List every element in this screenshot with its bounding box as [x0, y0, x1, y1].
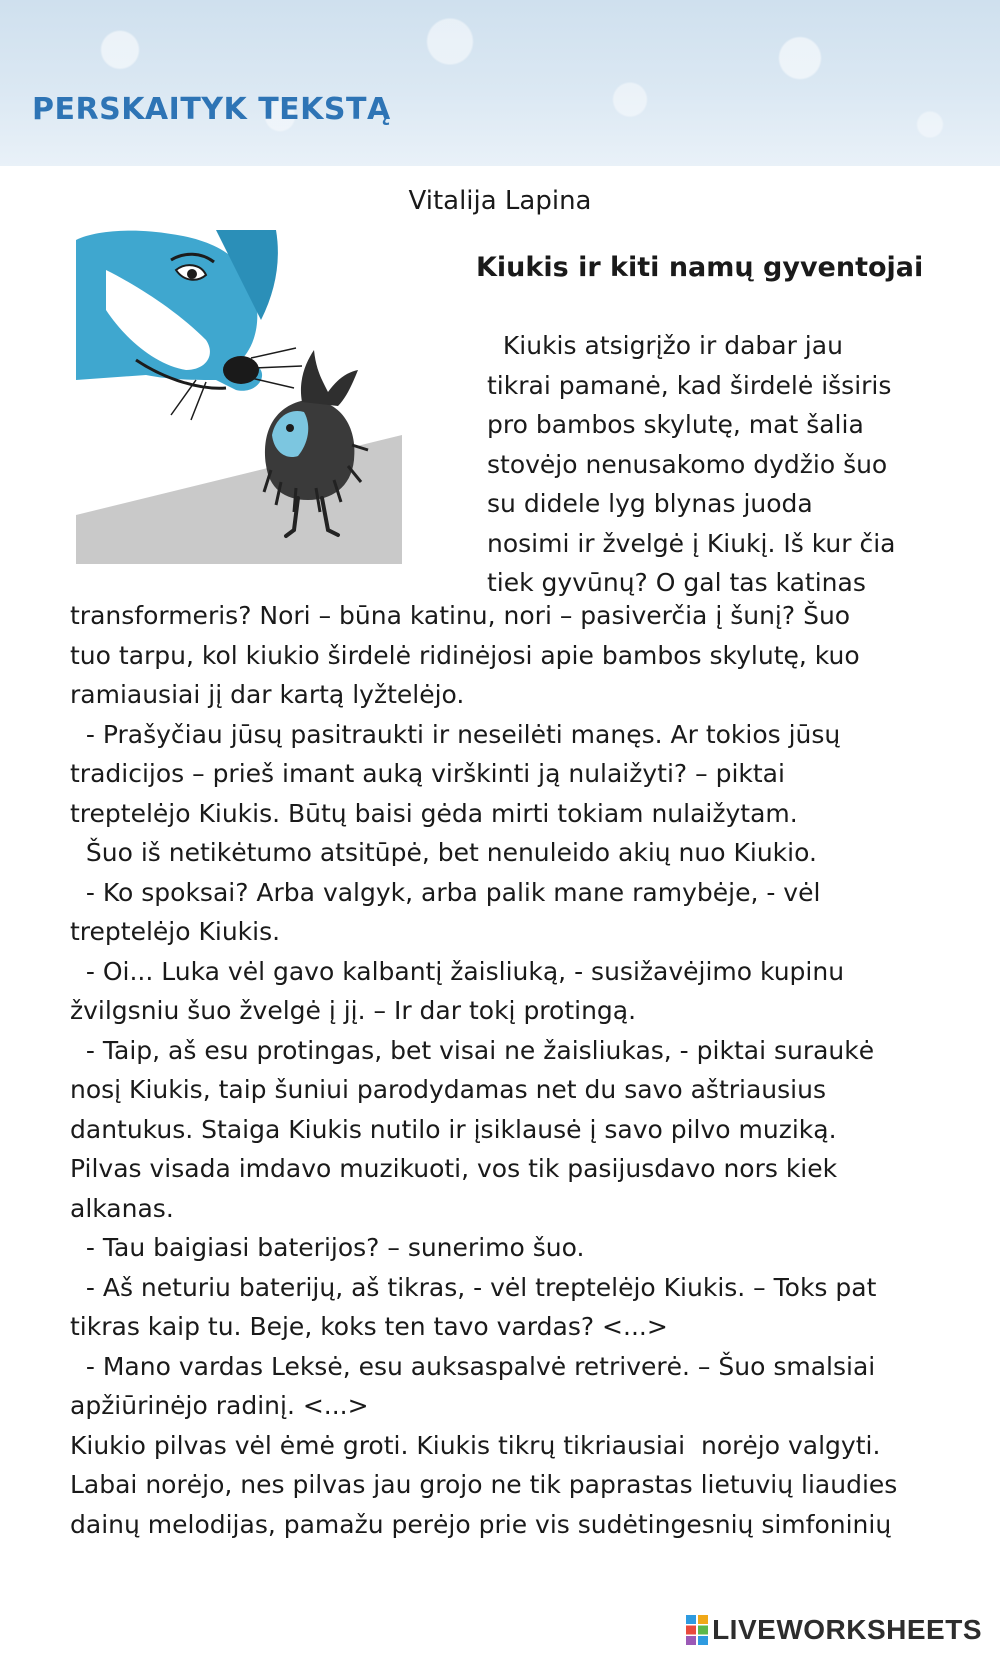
- liveworksheets-logo: [686, 1614, 982, 1646]
- text-line: pro bambos skylutę, mat šalia: [487, 410, 864, 439]
- story-title: Kiukis ir kiti namų gyventojai: [476, 252, 924, 283]
- text-line: Kiukio pilvas vėl ėmė groti. Kiukis tikrų tikriausiai norėjo valgyti.: [70, 1430, 881, 1460]
- text-line: treptelėjo Kiukis. Būtų baisi gėda mirti tokiam nulaižytam.: [70, 798, 798, 828]
- author-name: Vitalija Lapina: [408, 186, 592, 216]
- text-line: žvilgsniu šuo žvelgė į jį. – Ir dar tokį protingą.: [70, 996, 637, 1025]
- text-line: - Tau baigiasi baterijos? – sunerimo šuo.: [70, 1233, 585, 1262]
- story-body-text: [70, 596, 970, 1544]
- text-line: - Ko spoksai? Arba valgyk, arba palik mane ramybėje, - vėl: [70, 877, 821, 907]
- text-line: apžiūrinėjo radinį. <...>: [70, 1391, 369, 1420]
- text-line: Šuo iš netikėtumo atsitūpė, bet nenuleido akių nuo Kiukio.: [70, 838, 817, 867]
- text-line: Kiukis atsigrįžo ir dabar jau: [487, 331, 843, 360]
- text-line: nosį Kiukis, taip šuniui parodydamas net du savo aštriausius: [70, 1075, 826, 1104]
- dog-pupil: [187, 269, 197, 279]
- dog-nose: [223, 356, 259, 384]
- text-line: - Aš neturiu baterijų, aš tikras, - vėl treptelėjo Kiukis. – Toks pat: [70, 1272, 877, 1302]
- intro-text-block: [487, 326, 967, 603]
- text-line: - Taip, aš esu protingas, bet visai ne žaisliukas, - piktai suraukė: [70, 1035, 875, 1065]
- text-line: tuo tarpu, kol kiukio širdelė ridinėjosi apie bambos skylutę, kuo: [70, 640, 860, 670]
- page-title: PERSKAITYK TEKSTĄ: [32, 92, 391, 127]
- text-line: tikras kaip tu. Beje, koks ten tavo vardas? <...>: [70, 1312, 668, 1341]
- text-line: - Mano vardas Leksė, esu auksaspalvė retriverė. – Šuo smalsiai: [70, 1351, 876, 1381]
- text-line: transformeris? Nori – būna katinu, nori – pasiverčia į šunį? Šuo: [70, 601, 851, 630]
- kiukis-eye: [286, 424, 294, 432]
- text-line: su didele lyg blynas juoda: [487, 489, 813, 518]
- kiukis-hair: [301, 350, 358, 406]
- text-line: ramiausiai jį dar kartą lyžtelėjo.: [70, 680, 465, 709]
- text-line: treptelėjo Kiukis.: [70, 917, 281, 946]
- text-line: stovėjo nenusakomo dydžio šuo: [487, 449, 888, 479]
- text-line: - Oi... Luka vėl gavo kalbantį žaisliuką, - susižavėjimo kupinu: [70, 956, 845, 986]
- text-line: nosimi ir žvelgė į Kiukį. Iš kur čia: [487, 528, 896, 558]
- text-line: alkanas.: [70, 1193, 174, 1223]
- dog-and-kiukis-illustration: [76, 230, 402, 564]
- liveworksheets-logo-text: LIVEWORKSHEETS: [712, 1614, 982, 1645]
- text-line: - Prašyčiau jūsų pasitraukti ir neseilėti manęs. Ar tokios jūsų: [70, 719, 841, 749]
- text-line: dantukus. Staiga Kiukis nutilo ir įsiklausė į savo pilvo muziką.: [70, 1114, 837, 1144]
- liveworksheets-logo-icon: [686, 1615, 708, 1645]
- header-banner: [0, 0, 1000, 166]
- text-line: tikrai pamanė, kad širdelė išsiris: [487, 370, 892, 400]
- text-line: dainų melodijas, pamažu perėjo prie vis sudėtingesnių simfoninių: [70, 1509, 892, 1539]
- text-line: Labai norėjo, nes pilvas jau grojo ne tik paprastas lietuvių liaudies: [70, 1470, 898, 1499]
- text-line: tradicijos – prieš imant auką virškinti ją nulaižyti? – piktai: [70, 759, 785, 788]
- text-line: Pilvas visada imdavo muzikuoti, vos tik pasijusdavo nors kiek: [70, 1154, 838, 1183]
- text-line: tiek gyvūnų? O gal tas katinas: [487, 568, 866, 597]
